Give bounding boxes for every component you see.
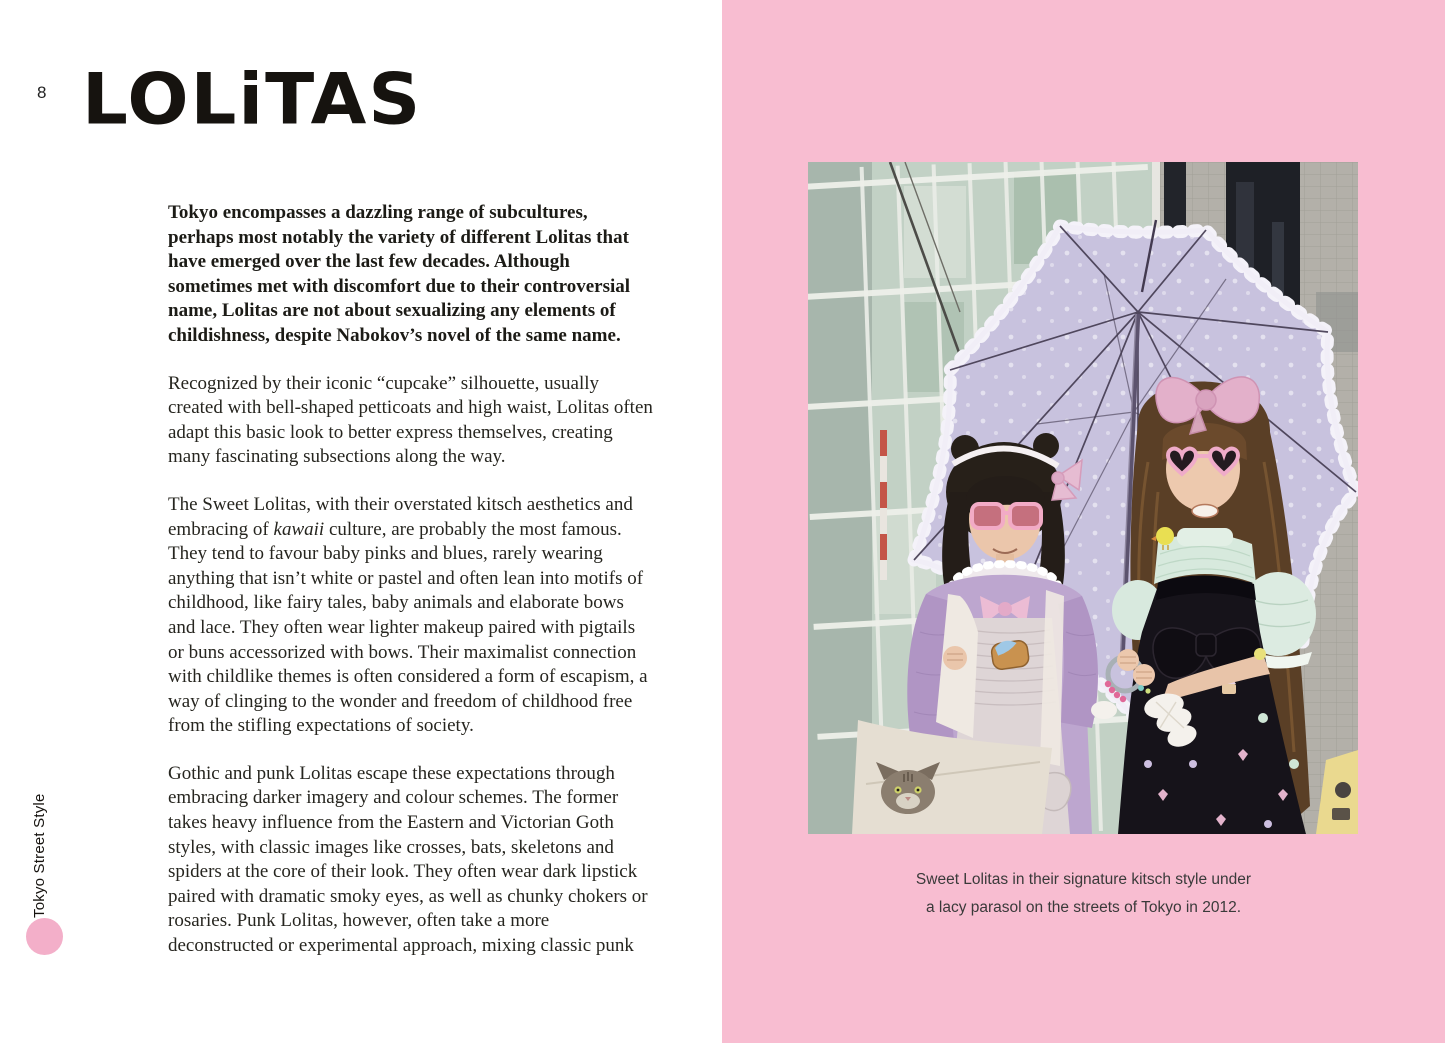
hand-left-girl — [943, 646, 967, 670]
photo-caption — [722, 866, 1445, 922]
page-title: LOLiTAS — [82, 58, 423, 141]
body-paragraph-4: Gothic and punk Lolitas escape these expectations through embracing darker imagery and colour schemes. The former takes heavy influence from the Eastern and Victorian Goth styles, with classic images like crosses, bats, skeletons and spiders at the core of their look. They often wear dark lipstick paired with dramatic smoky eyes, as well as chunky chokers or rosaries. Punk Lolitas, however, often take a more deconstructed or experimental approach, mixing classic punk — [168, 762, 648, 957]
page-number: 8 — [37, 83, 47, 102]
body-paragraph-1: Tokyo encompasses a dazzling range of subcultures, perhaps most notably the variety of different Lolitas that have emerged over the last few decades. Although sometimes met with discomfort due to their controversial name, Lolitas are not about sexualizing any elements of childishness, despite Nabokov’s novel of the same name. — [168, 202, 631, 346]
caption-line-2: a lacy parasol on the streets of Tokyo in 2012. — [925, 899, 1242, 916]
body-paragraph-2: Recognized by their iconic “cupcake” silhouette, usually created with bell-shaped petticoats and high waist, Lolitas often adapt this basic look to better express themselves, creating many fascinating subsections along the way. — [168, 372, 653, 468]
paragraph-3-start: The Sweet Lolitas, with their overstated kitsch aesthetics and embracing of — [168, 493, 633, 540]
body-paragraph-3 — [168, 493, 654, 739]
paragraph-3-end: culture, are probably the most famous. They tend to favour baby pinks and blues, rarely wearing anything that isn’t white or pastel and often lean into motifs of childhood, like fairy tales, baby animals and elaborate bows and lace. They often wear lighter makeup paired with pigtails or buns accessorized with bows. Their maximalist connection with childlike themes is often considered a form of escapism, a way of clinging to the wonder and freedom of childhood free from the stifling expectations of society. — [168, 518, 648, 737]
pink-panel — [722, 0, 1445, 1043]
caption-line-1: Sweet Lolitas in their signature kitsch style under — [915, 871, 1252, 888]
article-body — [168, 201, 654, 982]
italic-word-kawaii: kawaii — [273, 518, 325, 540]
flower-clip — [1254, 648, 1266, 660]
striped-pole — [880, 430, 887, 580]
book-series-label: Tokyo Street Style — [31, 793, 48, 918]
photo-sweet-lolitas — [808, 162, 1358, 834]
photo-illustration — [808, 162, 1358, 834]
pink-dot-ornament — [26, 918, 63, 955]
smile — [1192, 505, 1218, 518]
